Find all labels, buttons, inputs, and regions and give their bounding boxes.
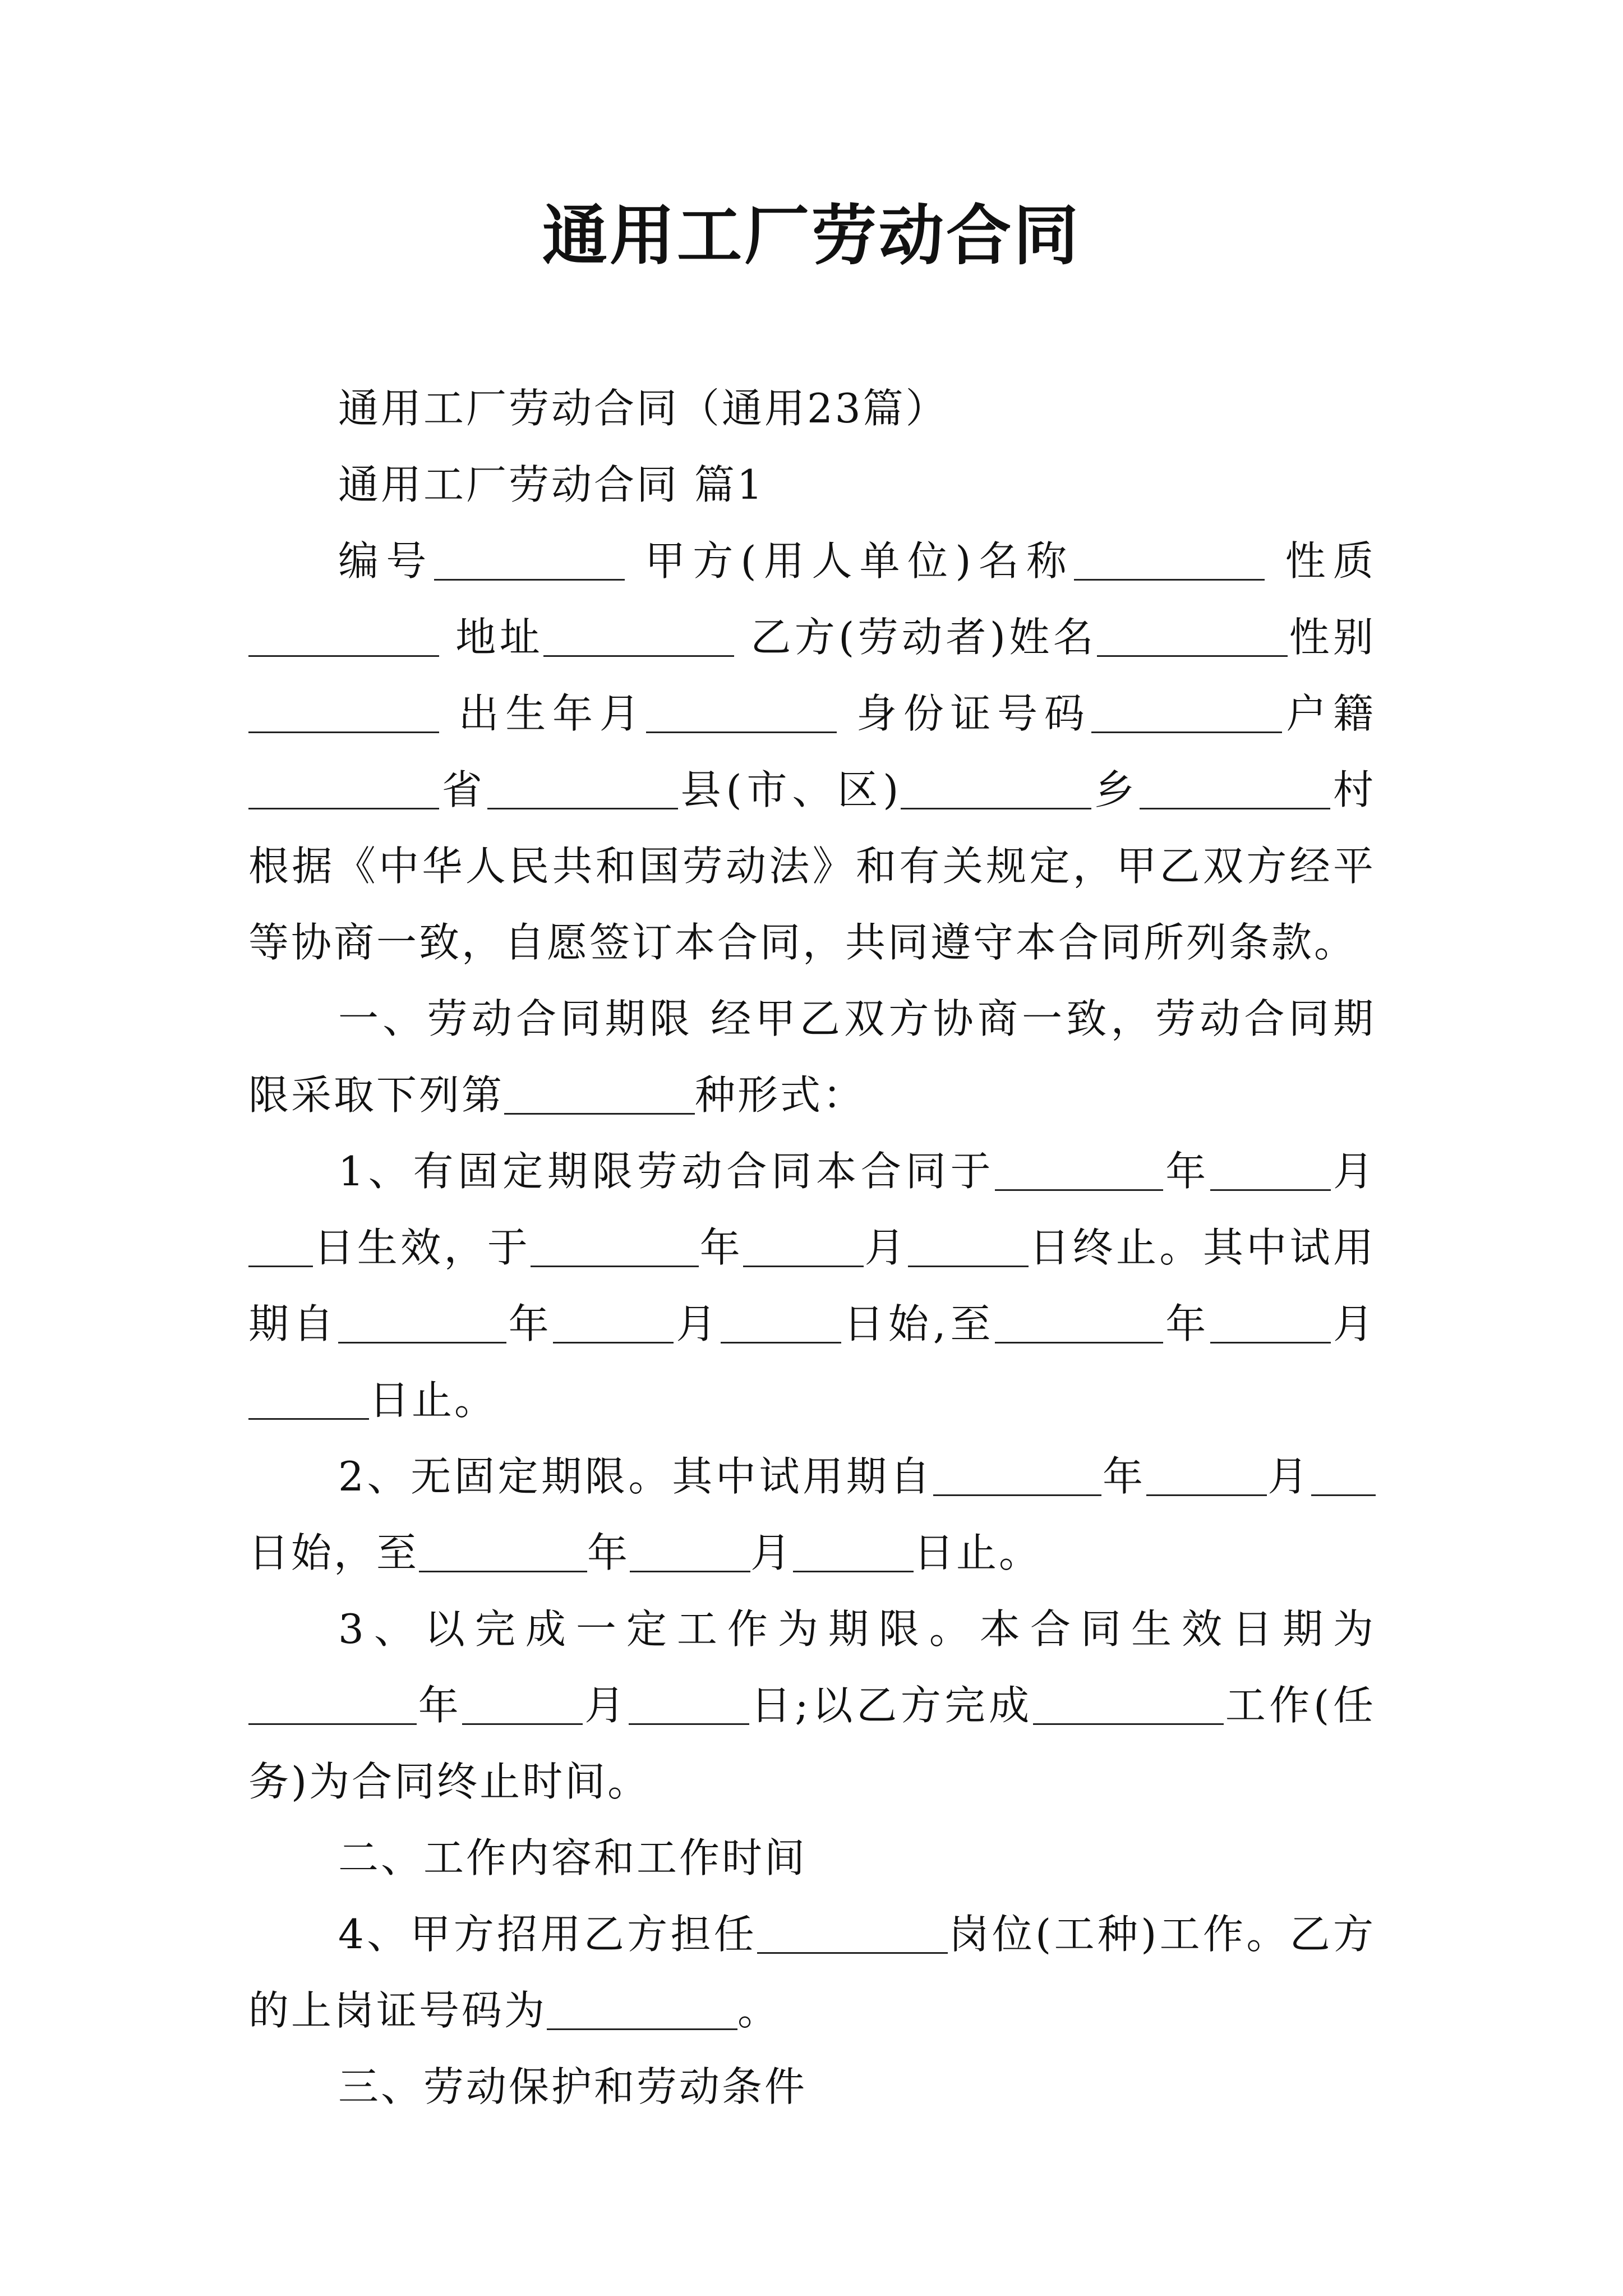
blank-month: [1146, 1458, 1267, 1496]
section-heading: 三、劳动保护和劳动条件: [338, 2063, 808, 2110]
document-body: [248, 370, 1376, 2125]
blank-household: [248, 772, 439, 809]
blank-day: [908, 1230, 1029, 1267]
section-heading: 二、工作内容和工作时间: [338, 1834, 808, 1881]
period: 。: [737, 1987, 781, 2034]
label-province: 省: [439, 766, 487, 813]
blank-year: [419, 1535, 587, 1572]
blank-certificate: [547, 1993, 737, 2030]
blank-month: [1210, 1153, 1331, 1191]
month-label: 月: [674, 1300, 721, 1347]
year-label: 年: [506, 1300, 554, 1347]
blank-term-form: [504, 1077, 695, 1115]
blank-day: [629, 1687, 749, 1725]
open-term-paragraph: [248, 1438, 1376, 1591]
label-employee-name: 乙方(劳动者)姓名: [734, 614, 1098, 661]
blank-month: [553, 1306, 674, 1343]
blank-task: [1033, 1687, 1224, 1725]
blank-township: [1140, 772, 1330, 809]
label-number: 编号: [338, 537, 434, 585]
label-household: 户籍: [1281, 690, 1376, 737]
term-suffix: 种形式：: [695, 1071, 866, 1119]
blank-year: [338, 1306, 506, 1343]
blank-year: [995, 1153, 1163, 1191]
blank-province: [487, 772, 678, 809]
task-term-text: 3、以完成一定工作为期限。本合同生效日期为: [338, 1605, 1376, 1653]
blank-id-number: [1091, 696, 1282, 733]
term-text: 一、劳动合同期限 经甲乙双方协商一致，劳动合同期限采取下列第: [248, 995, 1376, 1119]
year-label: 年: [1163, 1148, 1211, 1195]
task-text: 日;以乙方完成: [749, 1682, 1033, 1729]
certificate-text: 岗位(工种)工作。乙方的上岗证号码为: [248, 1911, 1376, 2034]
year-label: 年: [587, 1529, 630, 1576]
year-label: 年: [1163, 1300, 1211, 1347]
start-text: 日始，至: [248, 1529, 419, 1576]
blank-day: [248, 1382, 369, 1420]
effective-text: 日生效，于: [313, 1224, 531, 1271]
label-township: 乡: [1091, 766, 1140, 813]
blank-year: [248, 1687, 417, 1725]
year-label: 年: [417, 1682, 463, 1729]
blank-day: [248, 1230, 313, 1267]
label-gender: 性别: [1288, 614, 1376, 661]
blank-birth: [646, 696, 837, 733]
blank-nature: [248, 619, 439, 657]
position-text: 4、甲方招用乙方担任: [338, 1911, 758, 1958]
position-paragraph: [248, 1896, 1376, 2049]
probation-text: 日终止。其中试用期自: [248, 1224, 1376, 1347]
label-id-number: 身份证号码: [837, 690, 1091, 737]
task-term-paragraph: [248, 1591, 1376, 1820]
blank-year: [933, 1458, 1101, 1496]
blank-position: [757, 1916, 948, 1954]
label-address: 地址: [439, 614, 544, 661]
blank-month: [743, 1230, 864, 1267]
month-label: 月: [583, 1682, 629, 1729]
label-employer-name: 甲方(用人单位)名称: [624, 537, 1075, 585]
label-birth: 出生年月: [439, 690, 647, 737]
start-text: 日始,至: [841, 1300, 995, 1347]
open-term-text: 2、无固定期限。其中试用期自: [338, 1453, 934, 1500]
blank-day: [1311, 1458, 1376, 1496]
blank-year: [995, 1306, 1163, 1343]
blank-month: [1210, 1306, 1331, 1343]
blank-employer-name: [1074, 543, 1265, 581]
fixed-term-paragraph: [248, 1133, 1376, 1438]
task-end-text: 工作(任务)为合同终止时间。: [248, 1682, 1376, 1805]
fixed-term-text: 1、有固定期限劳动合同本合同于: [338, 1148, 995, 1195]
section-heading: 通用工厂劳动合同 篇1: [338, 461, 765, 508]
month-label: 月: [864, 1224, 908, 1271]
end-text: 日止。: [369, 1377, 497, 1424]
blank-day: [721, 1306, 841, 1343]
end-text: 日止。: [914, 1529, 1042, 1576]
month-label: 月: [1266, 1453, 1311, 1500]
blank-employee-name: [1097, 619, 1288, 657]
blank-address: [543, 619, 734, 657]
subtitle-line: 通用工厂劳动合同（通用23篇）: [338, 385, 948, 432]
blank-year: [531, 1230, 699, 1267]
blank-month: [462, 1687, 583, 1725]
party-info-paragraph: [248, 523, 1376, 981]
month-label: 月: [1331, 1300, 1376, 1347]
year-label: 年: [699, 1224, 744, 1271]
term-paragraph: [248, 981, 1376, 1133]
document-title: 通用工厂劳动合同: [542, 197, 1081, 274]
blank-county: [901, 772, 1091, 809]
blank-number: [434, 543, 625, 581]
label-county: 县(市、区): [677, 766, 901, 813]
blank-month: [630, 1535, 750, 1572]
year-label: 年: [1101, 1453, 1146, 1500]
blank-gender: [248, 696, 439, 733]
label-nature: 性质: [1265, 537, 1376, 585]
intro-text: 村根据《中华人民共和国劳动法》和有关规定，甲乙双方经平等协商一致，自愿签订本合同，共同遵守本合同所列条款。: [248, 766, 1376, 966]
blank-day: [793, 1535, 914, 1572]
month-label: 月: [1331, 1148, 1376, 1195]
month-label: 月: [750, 1529, 794, 1576]
